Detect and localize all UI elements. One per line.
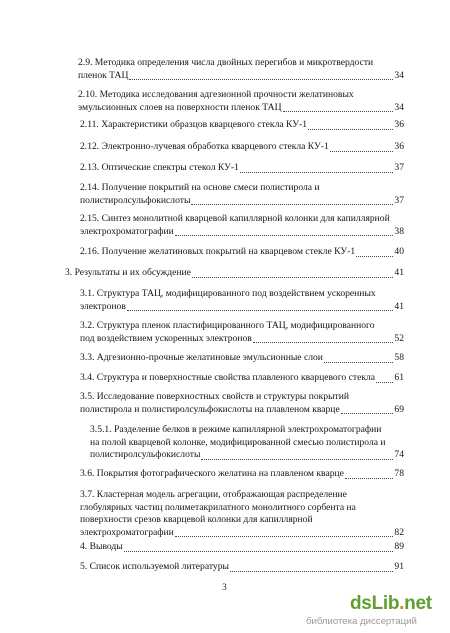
toc-entry-text: полистирола и полистиролсульфокислоты на плавленом кварце [80, 403, 340, 415]
toc-entry-text: 3. Результаты и их обсуждение [65, 267, 191, 278]
dot-leader [175, 235, 394, 236]
toc-entry [80, 561, 404, 574]
toc-page-number: 52 [394, 332, 404, 344]
dot-leader [345, 478, 393, 479]
dot-leader [230, 571, 393, 572]
toc-entry-text: 4. Выводы [80, 541, 123, 552]
watermark-logo [302, 593, 444, 629]
toc-entry-text: 2.12. Электронно-лучевая обработка кварцевого стекла КУ-1 [80, 141, 329, 152]
toc-page-number: 34 [394, 69, 404, 81]
dot-leader [330, 151, 394, 152]
toc-page-number: 38 [394, 225, 404, 237]
toc-entry-text: 3.1. Структура ТАЦ, модифицированного под воздействием ускоренных [80, 288, 376, 299]
toc-entry-text: поверхности срезов кварцевой колонки для капиллярной [80, 514, 313, 526]
toc-entry-text: 3.5. Исследование поверхностных свойств и структуры покрытий [80, 391, 350, 402]
toc-entry [78, 89, 404, 114]
toc-entry-text: 2.16. Получение желатиновых покрытий на кварцевом стекле КУ-1 [80, 246, 356, 257]
brand-main: dsLib [350, 593, 400, 614]
toc-page-number: 61 [394, 372, 404, 383]
dot-leader [129, 79, 393, 80]
toc-entry-text: глобулярных частиц полиметакрилатного монолитного сорбента на [80, 501, 356, 513]
toc-entry-text: полистиролсульфокислоты [80, 194, 191, 206]
dot-leader [127, 310, 394, 311]
toc-entry [80, 541, 404, 554]
toc-entry-text: электронов [80, 300, 126, 312]
toc-entry [80, 352, 404, 365]
toc-entry-text: 3.6. Покрытия фотографического желатина на плавленом кварце [80, 468, 344, 479]
toc-page-number: 37 [394, 162, 404, 173]
toc-entry-text: 2.9. Методика определения числа двойных перегибов и микротвердости [78, 57, 374, 68]
toc-entry-text: на полой кварцевой колонке, модифицированной смесью полистирола и [90, 436, 386, 448]
toc-entry [80, 213, 404, 238]
toc-entry-text: 3.4. Структура и поверхностные свойства плавленого кварцевого стекла [80, 372, 376, 383]
dot-leader [341, 413, 394, 414]
dot-leader [191, 204, 393, 205]
toc-entry [90, 424, 404, 462]
toc-entry-text: 2.11. Характеристики образцов кварцевого стекла КУ-1 [80, 119, 308, 130]
toc-entry-text: 3.2. Структура пленок пластифицированного ТАЦ, модифицированного [80, 320, 375, 331]
toc-entry-text: эмульсионных слоев на поверхности пленок ТАЦ [78, 101, 282, 113]
toc-page-number: 37 [394, 194, 404, 206]
dot-leader [253, 342, 394, 343]
toc-entry [80, 391, 404, 416]
dot-leader [356, 256, 393, 257]
dot-leader [175, 536, 394, 537]
toc-page-number: 36 [394, 141, 404, 152]
toc-entry-text: 3.7. Кластерная модель агрегации, отображающая распределение [80, 489, 347, 500]
toc-entry [80, 288, 404, 313]
toc-entry [80, 141, 404, 154]
toc-entry-text: 2.14. Получение покрытий на основе смеси полистирола и [80, 182, 320, 193]
toc-page-number: 41 [394, 267, 404, 278]
brand-tld: net [404, 593, 432, 614]
toc-entry [80, 119, 404, 132]
dot-leader [283, 111, 394, 112]
toc-entry-text: пленок ТАЦ [78, 69, 129, 81]
toc-entry [80, 182, 404, 207]
toc-page-number: 41 [394, 300, 404, 312]
toc-entry [80, 489, 404, 539]
toc-entry-text: 3.5.1. Разделение белков в режиме капиллярной электрохроматографии [90, 424, 382, 435]
toc-entry [80, 246, 404, 259]
toc-page-number: 82 [394, 526, 404, 538]
toc-entry-text: 2.10. Методика исследования адгезионной прочности желатиновых [78, 89, 354, 100]
toc-page-number: 69 [394, 403, 404, 415]
toc-page-number: 91 [394, 561, 404, 572]
toc-entry-text: полистиролсульфокислоты [90, 449, 201, 461]
toc-entry [80, 162, 404, 175]
dot-leader [124, 551, 394, 552]
toc-page-number: 89 [394, 541, 404, 552]
toc-entry [65, 267, 404, 280]
toc-entry [80, 468, 404, 481]
toc-entry-text: 2.13. Оптические спектры стекол КУ-1 [80, 162, 239, 173]
brand-dot: . [399, 593, 405, 614]
toc-entry-text: 3.3. Адгезионно-прочные желатиновые эмульсионные слои [80, 352, 323, 363]
toc-page-number: 78 [394, 468, 404, 479]
page-number: 3 [222, 582, 227, 593]
toc-entry-text: под воздействием ускоренных электронов [80, 332, 252, 344]
toc-entry [80, 320, 404, 345]
dot-leader [376, 382, 393, 383]
dot-leader [192, 277, 393, 278]
toc-page-number: 34 [394, 101, 404, 113]
toc-entry [78, 57, 404, 82]
dot-leader [201, 459, 393, 460]
toc-page-number: 74 [394, 449, 404, 461]
toc-entry-text: 2.15. Синтез монолитной кварцевой капиллярной колонки для капиллярной [80, 213, 390, 224]
dot-leader [308, 129, 393, 130]
toc-entry-text: 5. Список используемой литературы [80, 561, 229, 572]
dot-leader [324, 362, 393, 363]
dot-leader [240, 172, 394, 173]
watermark-subtitle: библиотека диссертаций [306, 616, 417, 627]
toc-page-number: 40 [394, 246, 404, 257]
toc-entry-text: электрохроматографии [80, 225, 174, 237]
toc-entry-text: электрохроматографии [80, 526, 174, 538]
toc-entry [80, 372, 404, 385]
watermark-brand [350, 593, 432, 615]
toc-page-number: 36 [394, 119, 404, 130]
toc-page-number: 58 [394, 352, 404, 363]
